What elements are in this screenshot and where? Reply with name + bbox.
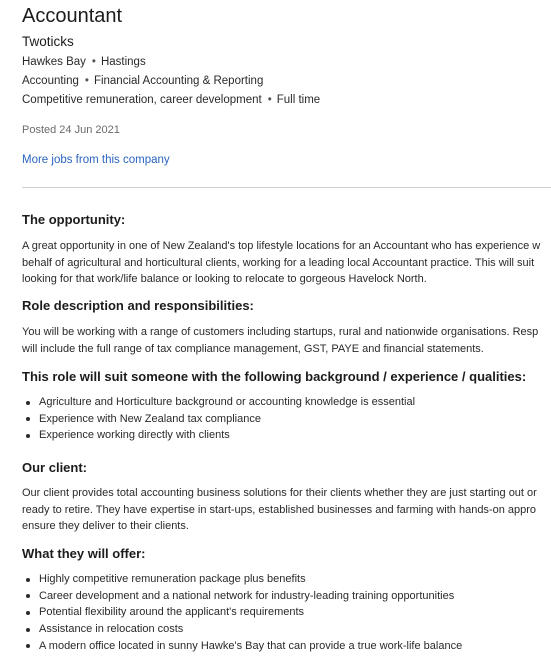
company-name: Twoticks [22,34,74,49]
section-heading-opportunity: The opportunity: [22,212,126,227]
list-item: Highly competitive remuneration package plus benefits [22,571,462,588]
paragraph-line: behalf of agricultural and horticultural clients, working for a leading local Accountant practice. This will suit [22,256,535,269]
list-item: Agriculture and Horticulture background or accounting knowledge is essential [22,394,415,411]
separator-dot: • [84,75,89,87]
section-heading-offer: What they will offer: [22,546,146,561]
salary-description: Competitive remuneration, career development [22,94,262,106]
divider [22,187,551,188]
paragraph-line: A great opportunity in one of New Zealand's top lifestyle locations for an Accountant who has experience w [22,240,541,252]
opportunity-paragraph [22,238,540,288]
category-sub: Financial Accounting & Reporting [93,75,264,87]
section-heading-role: Role description and responsibilities: [22,298,254,313]
list-item: Experience working directly with clients [22,427,415,444]
list-item: Career development and a national network for industry-leading training opportunities [22,588,462,605]
paragraph-line: ready to retire. They have expertise in start-ups, established businesses and farming with hands-on appro [22,503,537,516]
list-item: Potential flexibility around the applicant's requirements [22,604,462,621]
list-item: Experience with New Zealand tax compliance [22,411,415,428]
paragraph-line: will include the full range of tax compliance management, GST, PAYE and financial statements. [22,342,484,355]
work-type: Full time [276,94,321,106]
separator-dot: • [91,56,96,68]
paragraph-line: Our client provides total accounting business solutions for their clients whether they are just starting out or [22,487,537,499]
list-item: Assistance in relocation costs [22,621,462,638]
location-region: Hawkes Bay [22,56,86,68]
location-area: Hastings [100,56,146,68]
posted-date: Posted 24 Jun 2021 [22,124,120,136]
job-terms [22,94,320,106]
job-category [22,75,263,87]
job-location [22,56,146,68]
section-heading-client: Our client: [22,460,88,475]
offer-list [22,571,462,655]
category-main: Accounting [22,75,79,87]
list-item: A modern office located in sunny Hawke's Bay that can provide a true work-life balance [22,638,462,655]
client-paragraph [22,485,537,535]
section-heading-background: This role will suit someone with the following background / experience / qualities: [22,369,527,384]
job-title: Accountant [22,5,123,27]
background-list [22,394,415,444]
paragraph-line: looking for that work/life balance or looking to relocate to gorgeous Havelock North. [22,273,427,285]
separator-dot: • [267,94,272,106]
paragraph-line: ensure they deliver to their clients. [22,520,189,532]
more-jobs-link[interactable]: More jobs from this company [22,154,170,166]
paragraph-line: You will be working with a range of customers including startups, rural and nationwide organisations. Resp [22,326,539,338]
role-paragraph [22,324,538,357]
